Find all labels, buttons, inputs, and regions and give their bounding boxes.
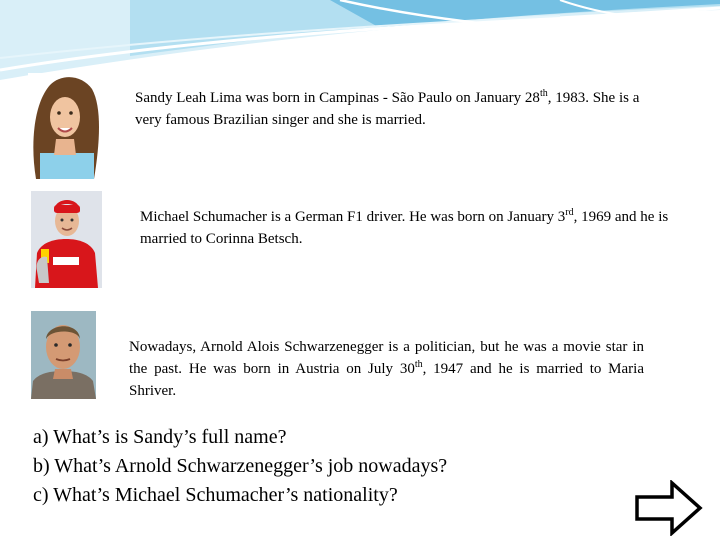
question-a: a) What’s is Sandy’s full name?: [33, 426, 287, 448]
bio-schumacher: [140, 206, 680, 250]
question-list: [33, 423, 447, 510]
bio-schumacher-text-2: , 1969 and he is married to Corinna Betsch.: [140, 209, 669, 247]
bio-schumacher-sup: rd: [565, 207, 574, 218]
photo-schwarzenegger: [31, 311, 96, 399]
photo-sandy: [28, 73, 102, 179]
bio-schwarzenegger-sup: th: [414, 359, 423, 370]
next-slide-button[interactable]: [634, 480, 704, 536]
bio-schwarzenegger: [129, 336, 644, 402]
bio-sandy-sup: th: [539, 88, 548, 99]
question-c: c) What’s Michael Schumacher’s nationality?: [33, 484, 398, 506]
photo-schumacher: [31, 191, 102, 288]
question-b: b) What’s Arnold Schwarzenegger’s job nowadays?: [33, 455, 448, 477]
right-arrow-icon: [637, 483, 700, 533]
bio-schwarzenegger-text-2: , 1947 and he is married to Maria Shriver.: [129, 361, 644, 399]
bio-sandy-text-2: , 1983. She is a very famous Brazilian singer and she is married.: [135, 90, 640, 128]
bio-schumacher-text-1: Michael Schumacher is a German F1 driver. He was born on January 3: [140, 209, 566, 225]
header-wave-banner: [0, 0, 720, 90]
bio-sandy-text-1: Sandy Leah Lima was born in Campinas - São Paulo on January 28: [135, 90, 540, 106]
bio-sandy: [135, 87, 655, 131]
bio-schwarzenegger-text-1: Nowadays, Arnold Alois Schwarzenegger is a politician, but he was a movie star in the past. He was born in Austria on July 30: [129, 339, 644, 377]
